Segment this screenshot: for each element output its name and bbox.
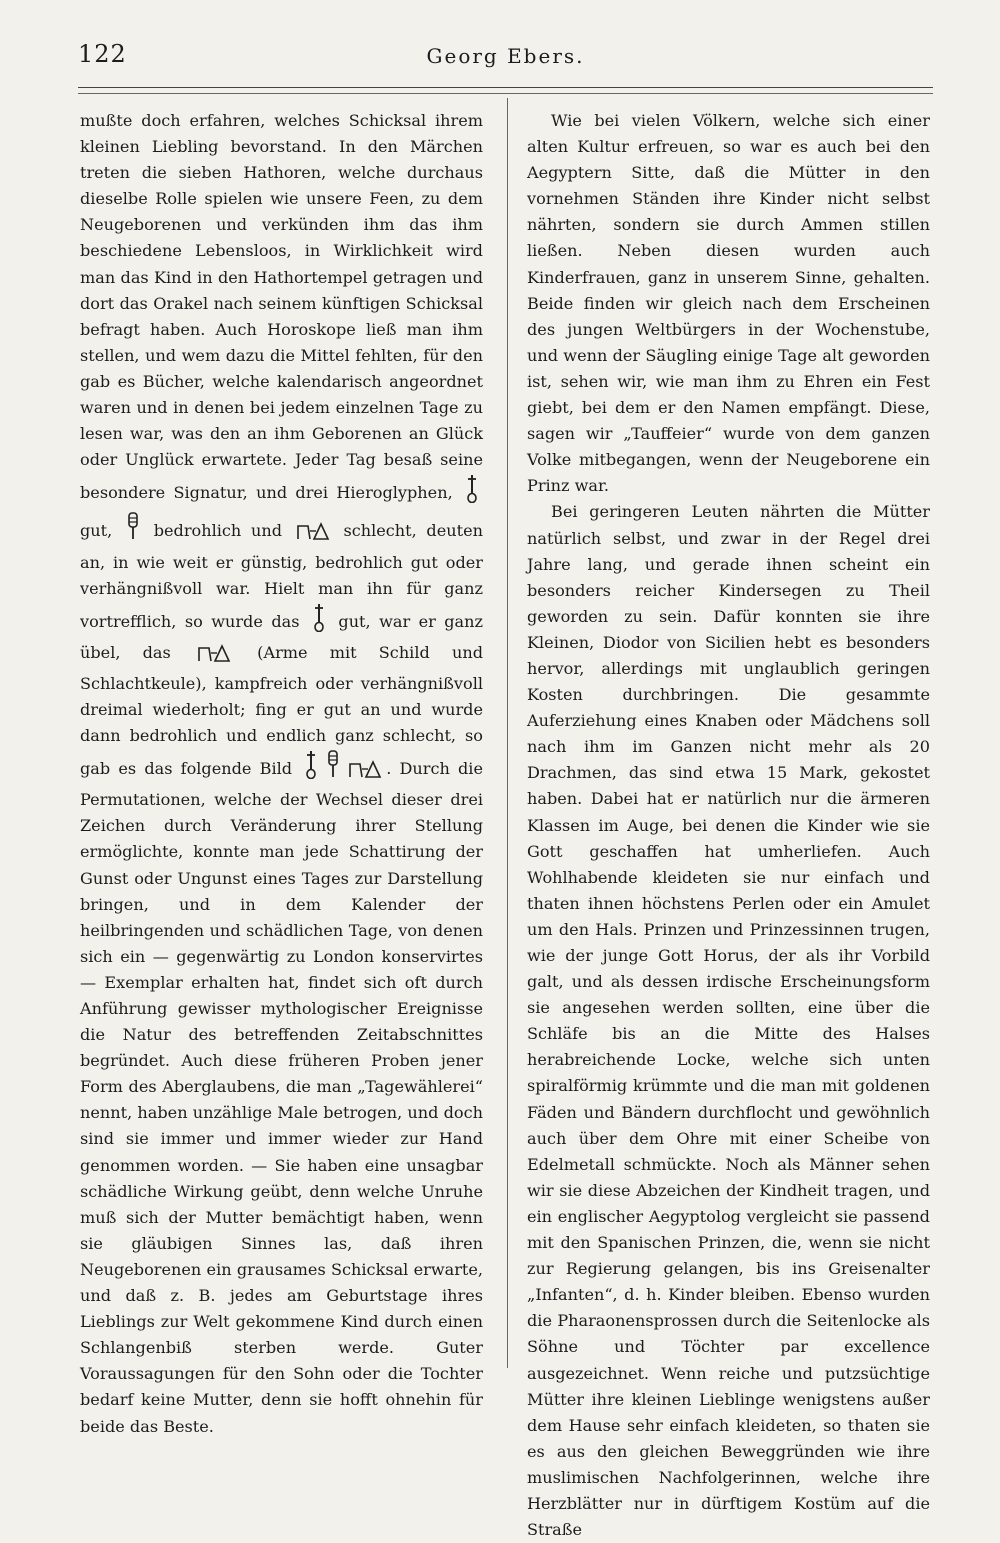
header-rule: [78, 87, 933, 94]
right-paragraph-1: Wie bei vielen Völkern, welche sich einer alten Kultur erfreuen, so war es auch bei den Aegyptern Sitte, daß die Mütter in den vornehmen Ständen ihre Kinder nicht selbst nährten, sondern sie durch Ammen stillen ließen. Neben diesen wurden auch Kinderfrauen, ganz in unserem Sinne, gehalten. Beide finden wir gleich nach dem Erscheinen des jungen Weltbürgers in der Wochenstube, und wenn der Säugling einige Tage alt geworden ist, sehen wir, wie man ihm zu Ehren ein Fest giebt, bei dem er den Namen empfängt. Diese, sagen wir „Tauffeier“ wurde von dem ganzen Volke mitbegangen, wenn der Neugeborene ein Prinz war.: [527, 111, 930, 496]
column-divider: [507, 98, 508, 1368]
nefer-hieroglyph-icon: [304, 749, 318, 787]
left-paragraph: [80, 108, 483, 1440]
right-column: [527, 108, 930, 1543]
left-column: [80, 108, 483, 1440]
arms-shield-club-hieroglyph-icon: [296, 521, 330, 549]
arms-shield-club-hieroglyph-icon: [197, 643, 231, 671]
threatening-hieroglyph-icon: [126, 511, 140, 549]
left-text-6: (Arme mit Schild und Schlachtkeule), kampfreich oder verhängnißvoll dreimal wiederholt; fing er gut an und wurde dann bedrohlich und endlich ganz schlecht, so gab es das folgende Bild: [80, 642, 483, 779]
left-text-2: gut,: [80, 521, 113, 541]
left-text-7: . Durch die Permutationen, welche der Wechsel dieser drei Zeichen durch Veränderung ihrer Stellung ermöglichte, konnte man jede Schattirung der Gunst oder Ungunst eines Tages zur Darstellung bringen, und in dem Kalender der heilbringenden und schädlichen Tage, von denen sich ein — gegenwärtig zu London konservirtes — Exemplar erhalten hat, findet sich oft durch Anführung gewisser mythologischer Ereignisse die Natur des betreffenden Zeitabschnittes begründet. Auch diese früheren Proben jener Form des Aberglaubens, die man „Tagewählerei“ nennt, haben unzählige Male betrogen, und doch sind sie immer und immer wieder zur Hand genommen worden. — Sie haben eine unsagbar schädliche Wirkung geübt, denn welche Unruhe muß sich der Mutter bemächtigt haben, wenn sie gläubigen Sinnes las, daß ihren Neugeborenen ein grausames Schicksal erwarte, und daß z. B. jedes am Geburtstage ihres Lieblings zur Welt gekommene Kind durch einen Schlangenbiß sterben werde. Guter Voraussagungen für den Sohn oder die Tochter bedarf keine Mutter, denn sie hofft ohnehin für beide das Beste.: [80, 759, 483, 1436]
left-text-4: schlecht, deuten an, in wie weit er günstig, bedrohlich gut oder verhängnißvoll war. Hielt man ihn für ganz vortrefflich, so wurde das: [80, 521, 483, 631]
left-text-5: gut, war er ganz übel, das: [80, 611, 483, 662]
arms-shield-club-hieroglyph-icon: [348, 759, 382, 787]
running-head: Georg Ebers.: [426, 44, 585, 68]
nefer-hieroglyph-icon: [312, 602, 326, 640]
left-text-3: bedrohlich und: [153, 521, 282, 541]
page-header: [78, 40, 933, 80]
left-text-1: mußte doch erfahren, welches Schicksal ihrem kleinen Liebling bevorstand. In den Märchen treten die sieben Hathoren, welche durchaus dieselbe Rolle spielen wie unsere Feen, zu dem Neugeborenen und verkünden ihm das ihm beschiedene Lebensloos, in Wirklichkeit wird man das Kind in den Hathortempel getragen und dort das Orakel nach seinem künftigen Schicksal befragt haben. Auch Horoskope ließ man ihm stellen, und wem dazu die Mittel fehlten, für den gab es Bücher, welche kalendarisch angeordnet waren und in denen bei jedem einzelnen Tage zu lesen war, was den an ihm Geborenen an Glück oder Unglück erwartete. Jeder Tag besaß seine besondere Signatur, und drei Hieroglyphen,: [80, 111, 483, 503]
nefer-hieroglyph-icon: [465, 473, 479, 511]
page-number: 122: [78, 40, 127, 68]
threatening-hieroglyph-icon: [326, 749, 340, 787]
right-paragraph-2: Bei geringeren Leuten nährten die Mütter natürlich selbst, und zwar in der Regel drei Jahre lang, und gerade ihnen scheint ein besonders reicher Kindersegen zu Theil geworden zu sein. Dafür konnten sie ihre Kleinen, Diodor von Sicilien hebt es besonders hervor, allerdings mit unglaublich geringen Kosten durchbringen. Die gesammte Auferziehung eines Knaben oder Mädchens soll nach ihm im Ganzen nicht mehr als 20 Drachmen, das sind etwa 15 Mark, gekostet haben. Dabei hat er natürlich nur die ärmeren Klassen im Auge, bei denen die Kinder wie sie Gott geschaffen hat umherliefen. Auch Wohlhabende kleideten sie nur einfach und thaten ihnen höchstens Perlen oder ein Amulet um den Hals. Prinzen und Prinzessinnen trugen, wie der junge Gott Horus, der als ihr Vorbild galt, und als dessen irdische Erscheinungsform sie angesehen werden sollten, eine über die Schläfe bis an die Mitte des Halses herabreichende Locke, welche sich unten spiralförmig krümmte und die man mit goldenen Fäden und Bändern durchflocht und gewöhnlich auch über dem Ohre mit einer Scheibe von Edelmetall schmückte. Noch als Männer sehen wir sie diese Abzeichen der Kindheit tragen, und ein englischer Aegyptolog vergleicht sie passend mit den Spanischen Prinzen, die, wenn sie nicht zur Regierung gelangen, bis ins Greisenalter „Infanten“, d. h. Kinder bleiben. Ebenso wurden die Pharaonensprossen durch die Seitenlocke als Söhne und Töchter par excellence ausgezeichnet. Wenn reiche und putzsüchtige Mütter ihre kleinen Lieblinge wenigstens außer dem Hause sehr einfach kleideten, so thaten sie es aus den gleichen Beweggründen wie ihre muslimischen Nachfolgerinnen, welche ihre Herzblätter nur in dürftigem Kostüm auf die Straße: [527, 502, 930, 1540]
